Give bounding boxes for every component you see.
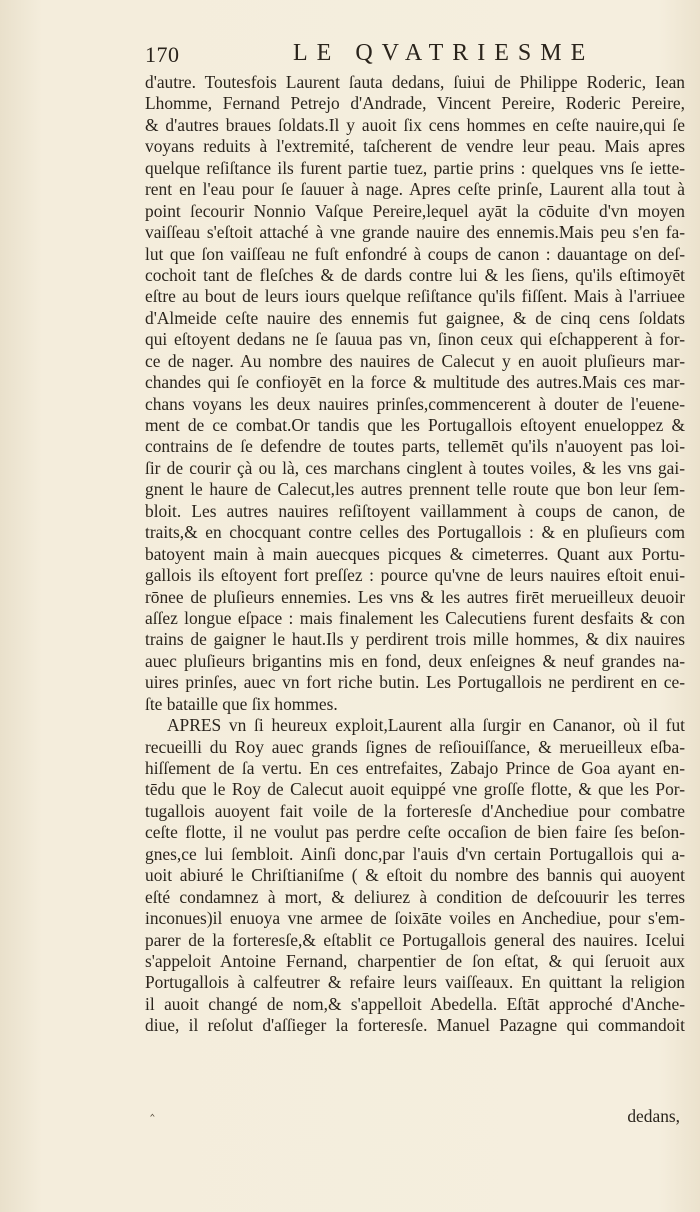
- text-line: rōnee de pluſieurs ennemies. Les vns & les autres firēt merueilleux deuoir: [145, 586, 685, 607]
- text-line: s'appeloit Antoine Fernand, charpentier de ſon eſtat, & qui ſeruoit aux: [145, 950, 685, 971]
- text-line: inconues)il enuoya vne armee de ſoixāte voiles en Anchediue, pour s'em-: [145, 908, 685, 929]
- text-line: quelque reſiſtance ils furent partie tuez, partie prins : quelques vns ſe iette-: [145, 157, 685, 178]
- text-line: Lhomme, Fernand Petrejo d'Andrade, Vincent Pereire, Roderic Pereire,: [145, 93, 685, 114]
- text-line: ceſte flotte, il ne voulut pas perdre ceſte occaſion de bien faire ſes beſon-: [145, 822, 685, 843]
- text-line: APRES vn ſi heureux exploit,Laurent alla ſurgir en Cananor, où il fut: [167, 715, 685, 736]
- text-line: auec pluſieurs brigantins mis en fond, deux enſeignes & neuf grandes na-: [145, 650, 685, 671]
- text-line: d'autre. Toutesfois Laurent ſauta dedans, ſuiui de Philippe Roderic, Iean: [145, 72, 685, 92]
- text-line: chandes qui ſe confioyēt en la force & multitude des autres.Mais ces mar-: [145, 372, 685, 393]
- text-line: rent en l'eau pour ſe ſauuer à nage. Apres ceſte prinſe, Laurent alla tout à: [145, 179, 685, 200]
- text-line: point ſecourir Nonnio Vaſque Pereire,lequel ayāt la cōduite d'vn moyen: [145, 200, 685, 221]
- catchword: dedans,: [627, 1106, 680, 1126]
- text-line: traits,& en chocquant contre celles des Portugallois : & en pluſieurs com: [145, 522, 685, 543]
- text-line: d'Almeide ceſte nauire des ennemis fut gaignee, & de cinq cens ſoldats: [145, 307, 685, 328]
- text-line: ce de nager. Au nombre des nauires de Calecut y en auoit pluſieurs mar-: [145, 350, 685, 371]
- text-line: & d'autres braues ſoldats.Il y auoit ſix cens hommes en ceſte nauire,qui ſe: [145, 114, 685, 135]
- text-line: diue, il reſolut d'aſſieger la forteresſe. Manuel Pazagne qui commandoit: [145, 1015, 685, 1036]
- text-line: contrains de ſe defendre de toutes parts, tellemēt qu'ils n'auoyent pas loi-: [145, 436, 685, 457]
- text-line: uires prinſes, auec vn fort riche butin. Les Portugallois ne perdirent en ce-: [145, 672, 685, 693]
- text-line: gnent le haure de Calecut,les autres prennent telle route que bon leur ſem-: [145, 479, 685, 500]
- text-line: ment de ce combat.Or tandis que les Portugallois eſtoyent enueloppez &: [145, 415, 685, 435]
- text-line: ſte bataille que ſix hommes.: [145, 693, 338, 714]
- text-line: lut que ſon vaiſſeau ne fuſt enfondré à coups de canon : dauantage on deſ-: [145, 243, 685, 264]
- text-line: bloit. Les autres nauires reſiſtoyent vaillamment à coups de canon, de: [145, 500, 685, 521]
- text-line: parer de la forteresſe,& eſtablit ce Portugallois general des nauires. Icelui: [145, 929, 685, 950]
- text-line: gallois ils eſtoyent fort preſſez : pource qu'vne de leurs nauires eſtoit enui-: [145, 565, 685, 586]
- text-line: gnes,ce lui ſembloit. Ainſi donc,par l'auis d'vn certain Portugallois qui a-: [145, 843, 685, 864]
- text-line: batoyent main à main auecques picques & cimeterres. Quant aux Portu-: [145, 543, 685, 564]
- text-line: chans voyans les deux nauires prinſes,commencerent à douter de l'euene-: [145, 393, 685, 414]
- text-line: tugallois auoyent fait voile de la forteresſe d'Anchediue pour combatre: [145, 800, 685, 821]
- text-line: cochoit tant de fleſches & de dards contre lui & les ſiens, qu'ils eſtimoyēt: [145, 264, 685, 285]
- body-text: [145, 72, 685, 1037]
- text-line: eſté condamnez à mort, & deliurez à condition de deſcouurir les terres: [145, 886, 685, 907]
- text-line: uoit abiuré le Chriſtianiſme ( & eſtoit du nombre des bannis qui auoyent: [145, 865, 685, 886]
- text-line: ſir de courir çà ou là, ces marchans cinglent à toutes voiles, & les vns gai-: [145, 457, 685, 478]
- text-line: hiſſement de ſa vertu. En ces entrefaites, Zabajo Prince de Goa ayant en-: [145, 758, 685, 778]
- text-line: vaiſſeau s'eſtoit attaché à vne grande nauire des ennemis.Mais peu s'en fa-: [145, 222, 685, 243]
- text-line: tēdu que le Roy de Calecut auoit equippé vne groſſe flotte, & que les Por-: [145, 779, 685, 800]
- text-line: qui eſtoyent dedans ne ſe ſauua pas vn, ſinon ceux qui eſchapperent à for-: [145, 329, 685, 350]
- text-line: il auoit changé de nom,& s'appelloit Abedella. Eſtāt approché d'Anche-: [145, 993, 685, 1014]
- page-number: 170: [145, 42, 180, 67]
- text-line: eſtre au bout de leurs iours quelque reſiſtance qu'ils fiſſent. Mais à l'arriuee: [145, 286, 685, 307]
- text-line: trains de gaigner le haut.Ils y perdirent trois mille hommes, & dix nauires: [145, 629, 685, 650]
- text-line: Portugallois à calfeutrer & refaire leurs vaiſſeaux. En quittant la religion: [145, 972, 685, 993]
- text-line: voyans reduits à l'extremité, taſcherent de vendre leur peau. Mais apres: [145, 136, 685, 157]
- page-header: [145, 40, 700, 74]
- text-line: aſſez longue eſpace : mais finalement les Calecutiens furent desfaits & con: [145, 607, 685, 628]
- printer-mark: ‸: [150, 1102, 155, 1117]
- running-title: LE QVATRIESME: [293, 40, 595, 66]
- text-line: recueilli du Roy auec grands ſignes de reſiouiſſance, & merueilleux eſba-: [145, 736, 685, 757]
